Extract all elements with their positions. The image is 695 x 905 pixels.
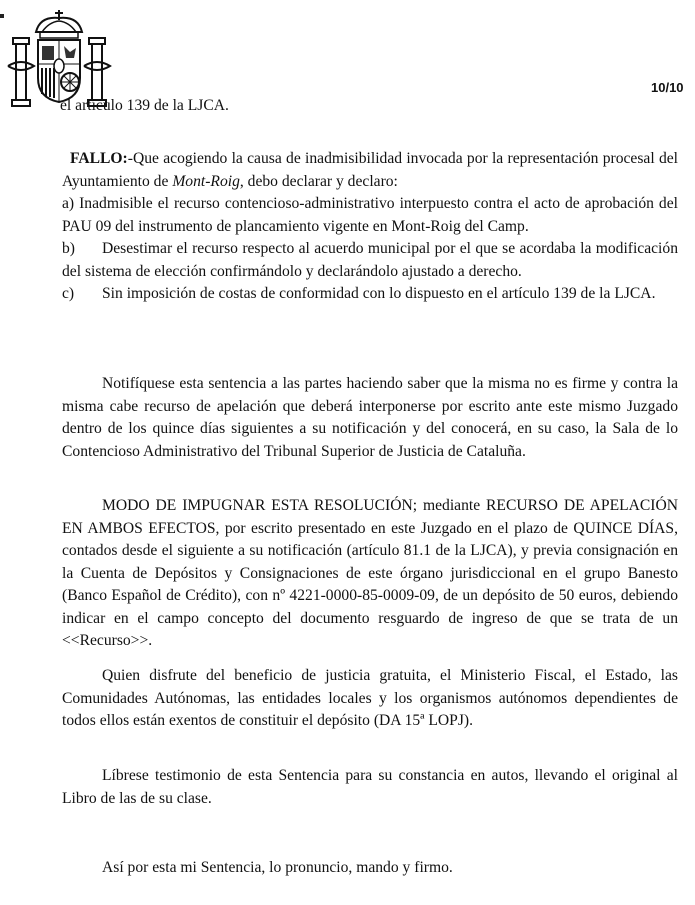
item-text: Sin imposición de costas de conformidad con lo dispuesto en el artículo 139 de la LJCA. bbox=[102, 285, 656, 302]
fallo-heading: FALLO: bbox=[70, 150, 128, 167]
page-number: 10/10 bbox=[651, 80, 684, 95]
continuation-text: el artículo 139 de la LJCA. bbox=[60, 97, 229, 114]
paragraph-modo-impugnar: MODO DE IMPUGNAR ESTA RESOLUCIÓN; mediante RECURSO DE APELACIÓN EN AMBOS EFECTOS, por escrito presentado en este Juzgado en el plazo de QUINCE DÍAS, contados desde el siguiente a su notificación (artículo 81.1 de la LJCA), y previa consignación en la Cuenta de Depósitos y Consignaciones de este órgano jurisdiccional en el grupo Banesto (Banco Español de Crédito), con nº 4221-0000-85-0009-09, de un depósito de 50 euros, debiendo indicar en el campo concepto del documento resguardo de ingreso de que se trata de un <<Recurso>>. bbox=[62, 497, 678, 649]
paragraph-firma: Así por esta mi Sentencia, lo pronuncio, mando y firmo. bbox=[102, 859, 453, 876]
item-label: b) bbox=[62, 240, 75, 257]
paragraph-notificacion: Notifíquese esta sentencia a las partes haciendo saber que la misma no es firme y contra la misma cabe recurso de apelación que deberá interponerse por escrito ante este mismo Juzgado dentro de los quince días siguientes a su notificación y del conocerá, en su caso, la Sala de lo Contencioso Administrativo del Tribunal Superior de Justicia de Cataluña. bbox=[62, 375, 678, 460]
item-label: c) bbox=[62, 285, 75, 302]
fallo-intro-end: , debo declarar y declaro: bbox=[239, 172, 398, 190]
paragraph-testimonio: Líbrese testimonio de esta Sentencia para su constancia en autos, llevando el original al Libro de las de su clase. bbox=[62, 767, 678, 807]
fallo-item-b bbox=[62, 238, 678, 283]
item-text: Desestimar el recurso respecto al acuerdo municipal por el que se acordaba la modificación del sistema de elección confirmándolo y declarándolo ajustado a derecho. bbox=[62, 240, 678, 280]
fallo-item-c bbox=[62, 283, 678, 306]
item-label: a) bbox=[62, 195, 75, 212]
fallo-intro-text: -Que acogiendo la causa de inadmisibilidad invocada por la representación procesal del Ayuntamiento de bbox=[62, 150, 678, 190]
place-name: Mont-Roig bbox=[172, 172, 240, 190]
fallo-item-a bbox=[62, 193, 678, 238]
fallo-intro bbox=[62, 148, 678, 193]
fallo-section bbox=[62, 148, 678, 306]
paragraph-exentos: Quien disfrute del beneficio de justicia gratuita, el Ministerio Fiscal, el Estado, las Comunidades Autónomas, las entidades locales y los organismos autónomos dependientes de todos ellos están exentos de constituir el depósito (DA 15ª LOPJ). bbox=[62, 667, 678, 729]
item-text: Inadmisible el recurso contencioso-administrativo interpuesto contra el acto de aprobación del PAU 09 del instrumento de plancamiento vigente en Mont-Roig del Camp. bbox=[62, 195, 678, 235]
coat-of-arms-icon bbox=[4, 6, 114, 110]
